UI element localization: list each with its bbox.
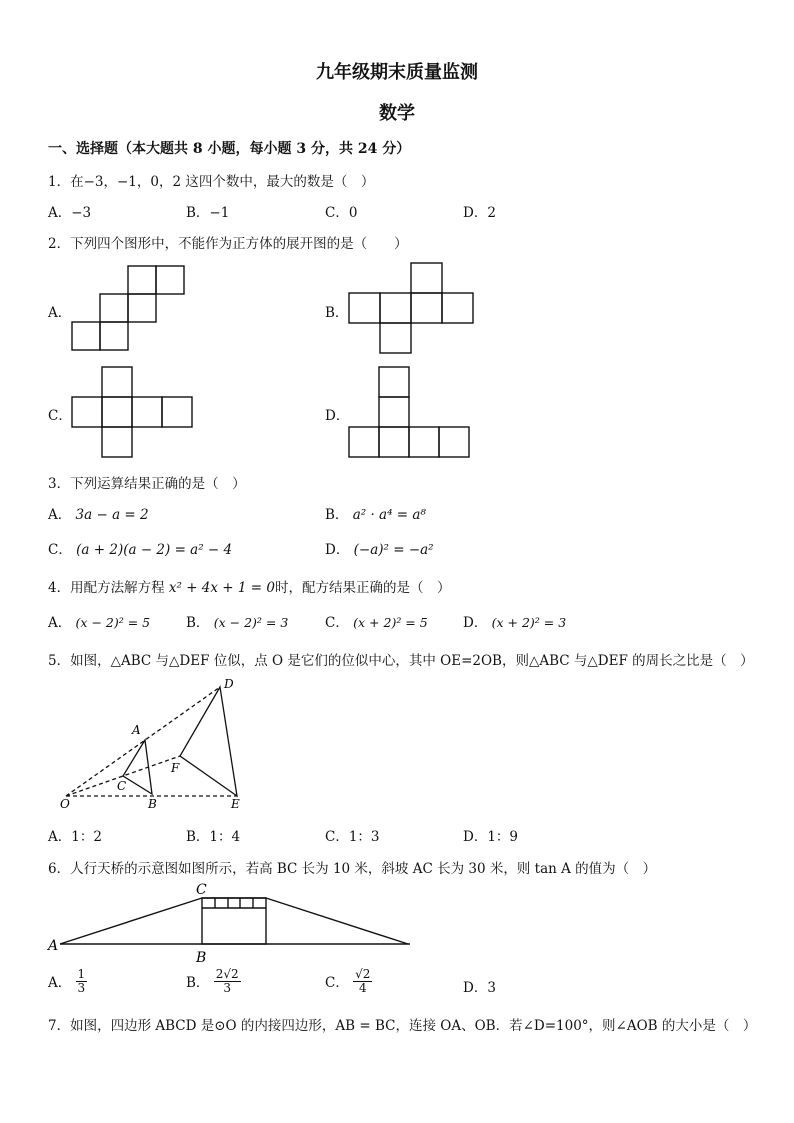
q2-option-c: C．: [48, 408, 72, 424]
q6-option-a-denominator: 3: [77, 980, 86, 995]
q3-option-d-label: D．: [325, 542, 350, 558]
question-7-stem: 7．如图，四边形 ABCD 是⊙O 的内接四边形，AB = BC，连接 OA、OB．若∠D=100°，则∠AOB 的大小是（ ）: [48, 1018, 757, 1034]
q3-option-b-label: B．: [325, 507, 349, 523]
q4-option-c-label: C．: [325, 615, 349, 631]
q6-option-a-fraction: [76, 968, 88, 994]
q4-option-b-label: B．: [186, 615, 210, 631]
point-label-b: B: [148, 797, 157, 811]
q6-option-c-fraction: [353, 968, 372, 994]
q1-option-d: D．2: [463, 205, 496, 221]
q5-option-d: D．1：9: [463, 829, 519, 845]
question-5-stem: 5．如图，△ABC 与△DEF 位似，点 O 是它们的位似中心，其中 OE=2OB，则△ABC 与△DEF 的周长之比是（ ）: [48, 653, 754, 669]
page-title: 九年级期末质量监测: [316, 62, 478, 83]
q6-option-c-numerator: √2: [355, 967, 371, 981]
q6-option-b-label: B．: [186, 975, 210, 992]
q4-stem-post: 时，配方结果正确的是（ ）: [274, 580, 451, 596]
q4-option-a-expr: (x − 2)² = 5: [75, 615, 151, 630]
q6-option-a-numerator: 1: [77, 967, 86, 981]
bridge-label-c: C: [196, 882, 207, 898]
q3-option-c-label: C．: [48, 542, 72, 558]
point-label-c: C: [117, 779, 127, 793]
q4-stem-pre: 4．用配方法解方程: [48, 580, 169, 596]
q6-option-a: [48, 968, 87, 994]
point-label-f: F: [171, 761, 180, 775]
q6-option-b-denominator: 3: [223, 980, 231, 995]
q4-option-d-expr: (x + 2)² = 3: [491, 615, 567, 630]
question-1-stem: 1．在−3，−1，0，2 这四个数中，最大的数是（ ）: [48, 174, 375, 190]
q2-option-a: A．: [48, 305, 72, 321]
q5-option-c: C．1：3: [325, 829, 380, 845]
q2-option-b: B．: [325, 305, 349, 321]
bridge-label-b: B: [196, 950, 207, 966]
q6-option-c-denominator: 4: [358, 980, 367, 995]
point-label-a: A: [132, 723, 141, 737]
point-label-e: E: [231, 797, 240, 811]
q5-option-b: B．1：4: [186, 829, 241, 845]
question-2-stem: 2．下列四个图形中，不能作为正方体的展开图的是（ ）: [48, 236, 408, 252]
q4-option-d-label: D．: [463, 615, 488, 631]
q1-option-c: C．0: [325, 205, 358, 221]
q3-option-d-expr: (−a)² = −a²: [353, 542, 434, 558]
point-label-d: D: [224, 677, 234, 691]
q6-option-b: [186, 968, 241, 994]
q4-option-b-expr: (x − 2)² = 3: [213, 615, 289, 630]
q3-option-b-expr: a² · a⁴ = a⁸: [352, 507, 426, 523]
question-3-stem: 3．下列运算结果正确的是（ ）: [48, 476, 246, 492]
q6-option-c-label: C．: [325, 975, 349, 992]
q1-option-a: A．−3: [48, 205, 92, 221]
q3-option-c-expr: (a + 2)(a − 2) = a² − 4: [76, 542, 233, 558]
question-6-stem: 6．人行天桥的示意图如图所示，若高 BC 长为 10 米，斜坡 AC 长为 30 米，则 tan A 的值为（ ）: [48, 861, 657, 877]
q2-option-d: D．: [325, 408, 350, 424]
q3-option-a-label: A．: [48, 507, 72, 523]
q5-option-a: A．1：2: [48, 829, 102, 845]
q6-option-b-fraction: [214, 968, 241, 994]
page-subtitle: 数学: [379, 103, 415, 124]
q6-option-b-numerator: 2√2: [215, 967, 239, 981]
section-heading: 一、选择题（本大题共 8 小题，每小题 3 分，共 24 分）: [48, 141, 411, 157]
q6-option-a-label: A．: [48, 975, 72, 992]
q4-option-a-label: A．: [48, 615, 72, 631]
q4-stem-equation: x² + 4x + 1 = 0: [168, 580, 275, 596]
q4-option-c-expr: (x + 2)² = 5: [353, 615, 428, 630]
q6-option-d: D．3: [463, 980, 496, 996]
q6-option-c: [325, 968, 372, 994]
q3-option-a-expr: 3a − a = 2: [75, 507, 149, 523]
point-label-o: O: [60, 797, 70, 811]
bridge-label-a: A: [48, 938, 59, 954]
q1-option-b: B．−1: [186, 205, 230, 221]
